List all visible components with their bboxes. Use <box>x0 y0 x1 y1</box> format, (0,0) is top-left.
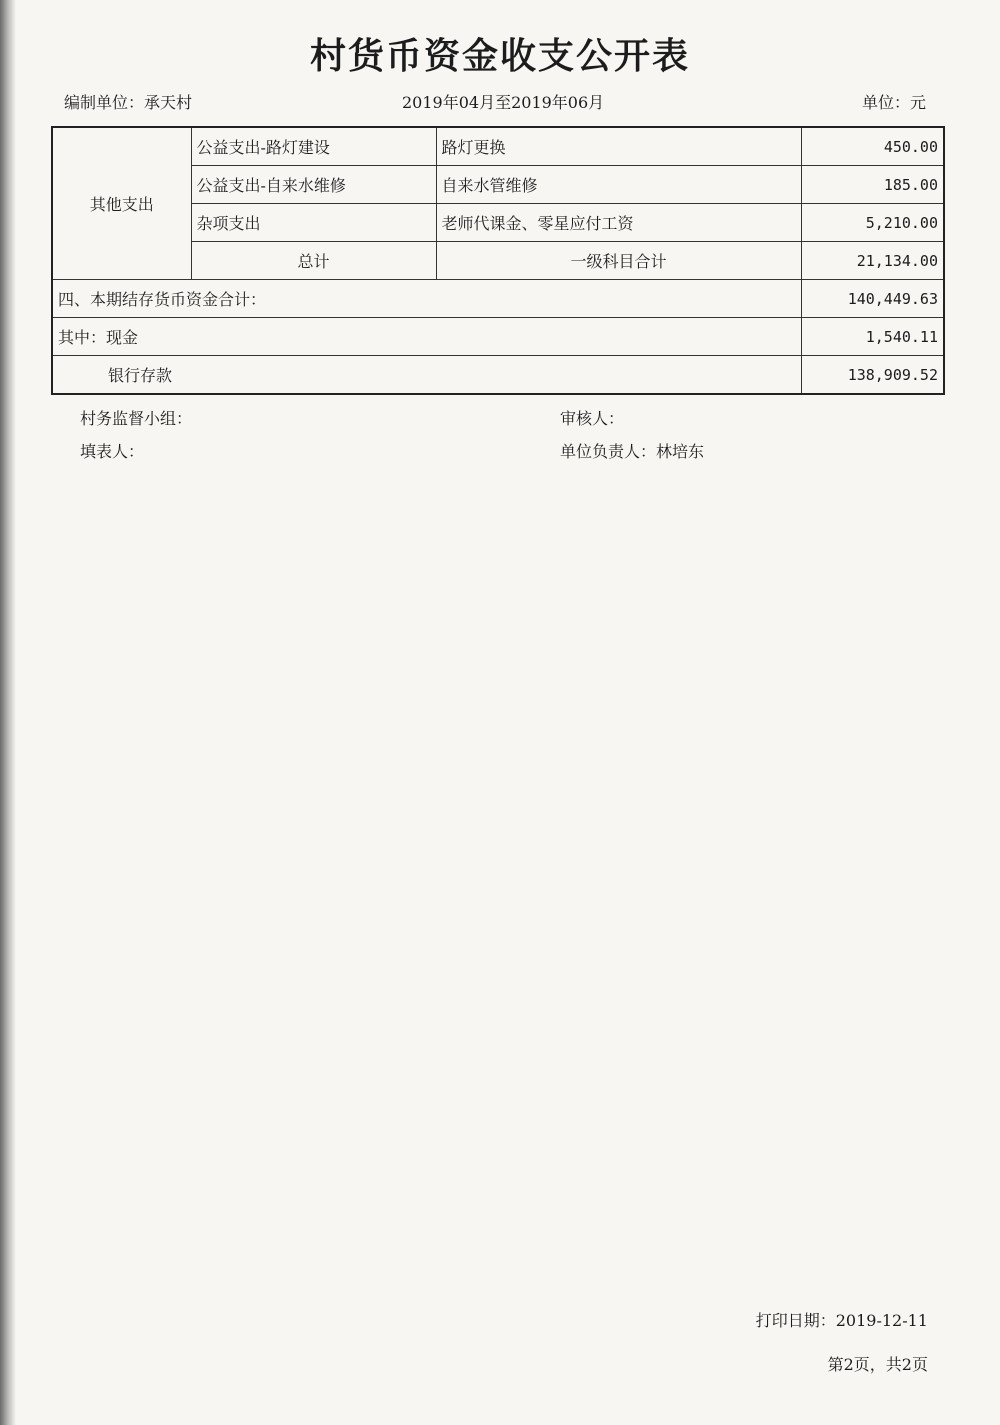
balance-row <box>52 280 944 318</box>
bank-label: 银行存款 <box>52 356 801 395</box>
item-cell: 杂项支出 <box>191 204 436 242</box>
cash-row <box>52 318 944 356</box>
balance-label: 四、本期结存货币资金合计： <box>52 280 801 318</box>
compiling-unit: 编制单位：承天村 <box>64 93 193 112</box>
table-row <box>52 127 944 166</box>
detail-cell: 自来水管维修 <box>436 166 801 204</box>
category-cell: 其他支出 <box>52 127 191 280</box>
total-label: 总计 <box>191 242 436 280</box>
page-edge-shadow <box>0 0 16 1425</box>
bank-row <box>52 356 944 395</box>
cash-amount: 1,540.11 <box>801 318 944 356</box>
reviewer-label: 审核人： <box>560 409 625 428</box>
page-number: 第2页，共2页 <box>827 1355 928 1374</box>
amount-cell: 185.00 <box>801 166 944 204</box>
bank-amount: 138,909.52 <box>801 356 944 395</box>
ledger-table <box>51 126 945 395</box>
total-amount: 21,134.00 <box>801 242 944 280</box>
report-period: 2019年04月至2019年06月 <box>402 93 605 112</box>
preparer-label: 填表人： <box>80 442 145 461</box>
total-detail: 一级科目合计 <box>436 242 801 280</box>
detail-cell: 路灯更换 <box>436 127 801 166</box>
print-date: 打印日期：2019-12-11 <box>755 1311 928 1330</box>
amount-cell: 450.00 <box>801 127 944 166</box>
document-title: 村货币资金收支公开表 <box>309 35 690 77</box>
cash-label: 其中：现金 <box>52 318 801 356</box>
supervision-group-label: 村务监督小组： <box>80 409 193 428</box>
detail-cell: 老师代课金、零星应付工资 <box>436 204 801 242</box>
item-cell: 公益支出-自来水维修 <box>191 166 436 204</box>
item-cell: 公益支出-路灯建设 <box>191 127 436 166</box>
balance-amount: 140,449.63 <box>801 280 944 318</box>
responsible-person: 单位负责人：林培东 <box>560 442 705 461</box>
amount-cell: 5,210.00 <box>801 204 944 242</box>
currency-unit: 单位：元 <box>862 93 927 112</box>
